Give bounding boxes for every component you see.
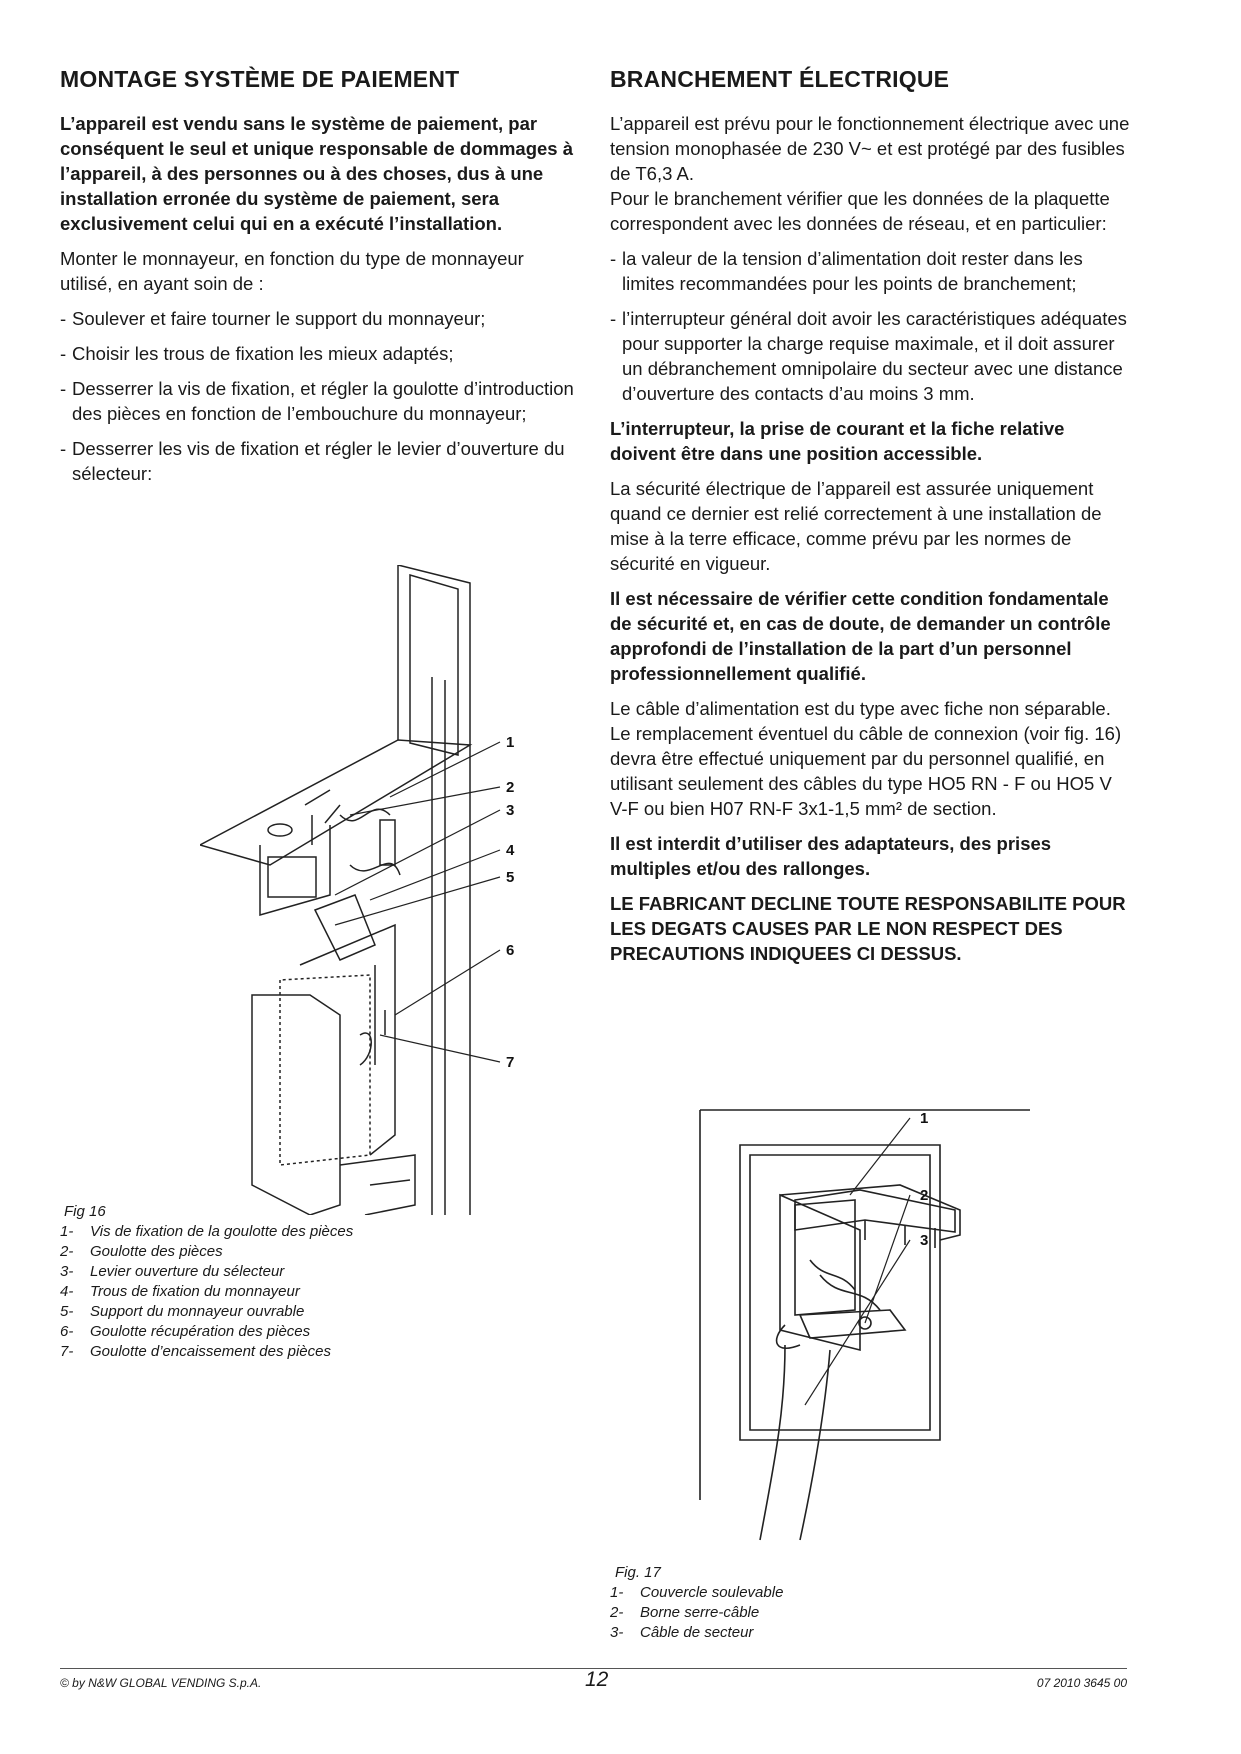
electrical-p2: Pour le branchement vérifier que les données de la plaquette correspondent avec les données de réseau, et en particulier:: [610, 188, 1110, 234]
list-item: - l’interrupteur général doit avoir les caractéristiques adéquates pour supporter la charge requise maximale, et il doit assurer un débranchement omnipolaire du secteur avec une distance d’ouverture des contacts d’au moins 3 mm.: [610, 308, 1127, 404]
callout-6: 6: [506, 942, 515, 959]
legend-item: 3- Levier ouverture du sélecteur: [60, 1263, 285, 1280]
callout-5: 5: [506, 869, 515, 886]
figure-17-legend: [610, 1583, 783, 1643]
callout-4: 4: [506, 842, 515, 859]
legend-item: 4- Trous de fixation du monnayeur: [60, 1283, 300, 1300]
legend-item: 5- Support du monnayeur ouvrable: [60, 1303, 305, 1320]
legend-item: 2- Borne serre-câble: [610, 1604, 760, 1621]
figure-16-coin-mechanism-drawing: [200, 565, 600, 1215]
list-item: - Choisir les trous de fixation les mieux adaptés;: [60, 343, 454, 364]
electrical-p1: L’appareil est prévu pour le fonctionnement électrique avec une tension monophasée de 230 V~ et est protégé par des fusibles de T6,3 A.: [610, 113, 1130, 184]
section-title-electrical: BRANCHEMENT ÉLECTRIQUE: [610, 66, 950, 92]
electrical-bold-1: L’interrupteur, la prise de courant et la fiche relative doivent être dans une position accessible.: [610, 418, 1065, 464]
page-number: 12: [585, 1668, 609, 1691]
figure-17-plug-drawing: [690, 1080, 1070, 1550]
electrical-bold-2: Il est nécessaire de vérifier cette condition fondamentale de sécurité et, en cas de doute, de demander un contrôle approfondi de l’installation de la part d’un personnel professionnellement qualifié.: [610, 588, 1111, 684]
figure-16-legend: [60, 1222, 353, 1362]
list-item: - Desserrer les vis de fixation et régler le levier d’ouverture du sélecteur:: [60, 438, 565, 484]
list-item: - Soulever et faire tourner le support du monnayeur;: [60, 308, 486, 329]
figure-17-title: Fig. 17: [615, 1564, 661, 1581]
payment-warning: L’appareil est vendu sans le système de paiement, par conséquent le seul et unique responsable de dommages à l’appareil, à des personnes ou à des choses, dus à une installation erronée du système de paiement, sera exclusivement celui qui en a exécuté l’installation.: [60, 113, 573, 234]
footer-copyright: © by N&W GLOBAL VENDING S.p.A.: [60, 1676, 262, 1690]
callout-2: 2: [506, 779, 515, 796]
list-item: - Desserrer la vis de fixation, et régler la goulotte d’introduction des pièces en fonction de l’embouchure du monnayeur;: [60, 378, 574, 424]
electrical-p4: Le câble d’alimentation est du type avec fiche non séparable. Le remplacement éventuel du câble de connexion (voir fig. 16) devra être effectué uniquement par du personnel qualifié, en utilisant seulement des câbles du type HO5 RN - F ou HO5 V V-F ou bien H07 RN-F 3x1-1,5 mm² de section.: [610, 698, 1122, 819]
figure-16-title: Fig 16: [64, 1203, 106, 1220]
left-column: [60, 66, 580, 496]
figure-17-caption: [615, 1563, 661, 1583]
legend-item: 7- Goulotte d’encaissement des pièces: [60, 1343, 331, 1360]
legend-item: 6- Goulotte récupération des pièces: [60, 1323, 311, 1340]
right-column: [610, 66, 1130, 966]
figure-16-caption: [64, 1202, 106, 1222]
section-title-payment: MONTAGE SYSTÈME DE PAIEMENT: [60, 66, 460, 92]
callout-3: 3: [506, 802, 515, 819]
callout-2: 2: [920, 1187, 929, 1204]
callout-1: 1: [920, 1110, 929, 1127]
callout-3: 3: [920, 1232, 929, 1249]
legend-item: 1- Vis de fixation de la goulotte des pièces: [60, 1223, 354, 1240]
callout-1: 1: [506, 734, 515, 751]
document-code: 07 2010 3645 00: [1036, 1676, 1127, 1690]
legend-item: 2- Goulotte des pièces: [60, 1243, 223, 1260]
electrical-p3: La sécurité électrique de l’appareil est assurée uniquement quand ce dernier est relié correctement à une installation de mise à la terre efficace, comme prévu par les normes de sécurité en vigueur.: [610, 478, 1102, 574]
manufacturer-disclaimer: LE FABRICANT DECLINE TOUTE RESPONSABILITE POUR LES DEGATS CAUSES PAR LE NON RESPECT DES PRECAUTIONS INDIQUEES CI DESSUS.: [610, 893, 1126, 964]
legend-item: 1- Couvercle soulevable: [610, 1584, 784, 1601]
callout-7: 7: [506, 1054, 515, 1071]
legend-item: 3- Câble de secteur: [610, 1624, 754, 1641]
payment-intro: Monter le monnayeur, en fonction du type de monnayeur utilisé, en ayant soin de :: [60, 248, 524, 294]
electrical-bold-3: Il est interdit d’utiliser des adaptateurs, des prises multiples et/ou des rallonges.: [610, 833, 1052, 879]
list-item: - la valeur de la tension d’alimentation doit rester dans les limites recommandées pour les points de branchement;: [610, 248, 1083, 294]
